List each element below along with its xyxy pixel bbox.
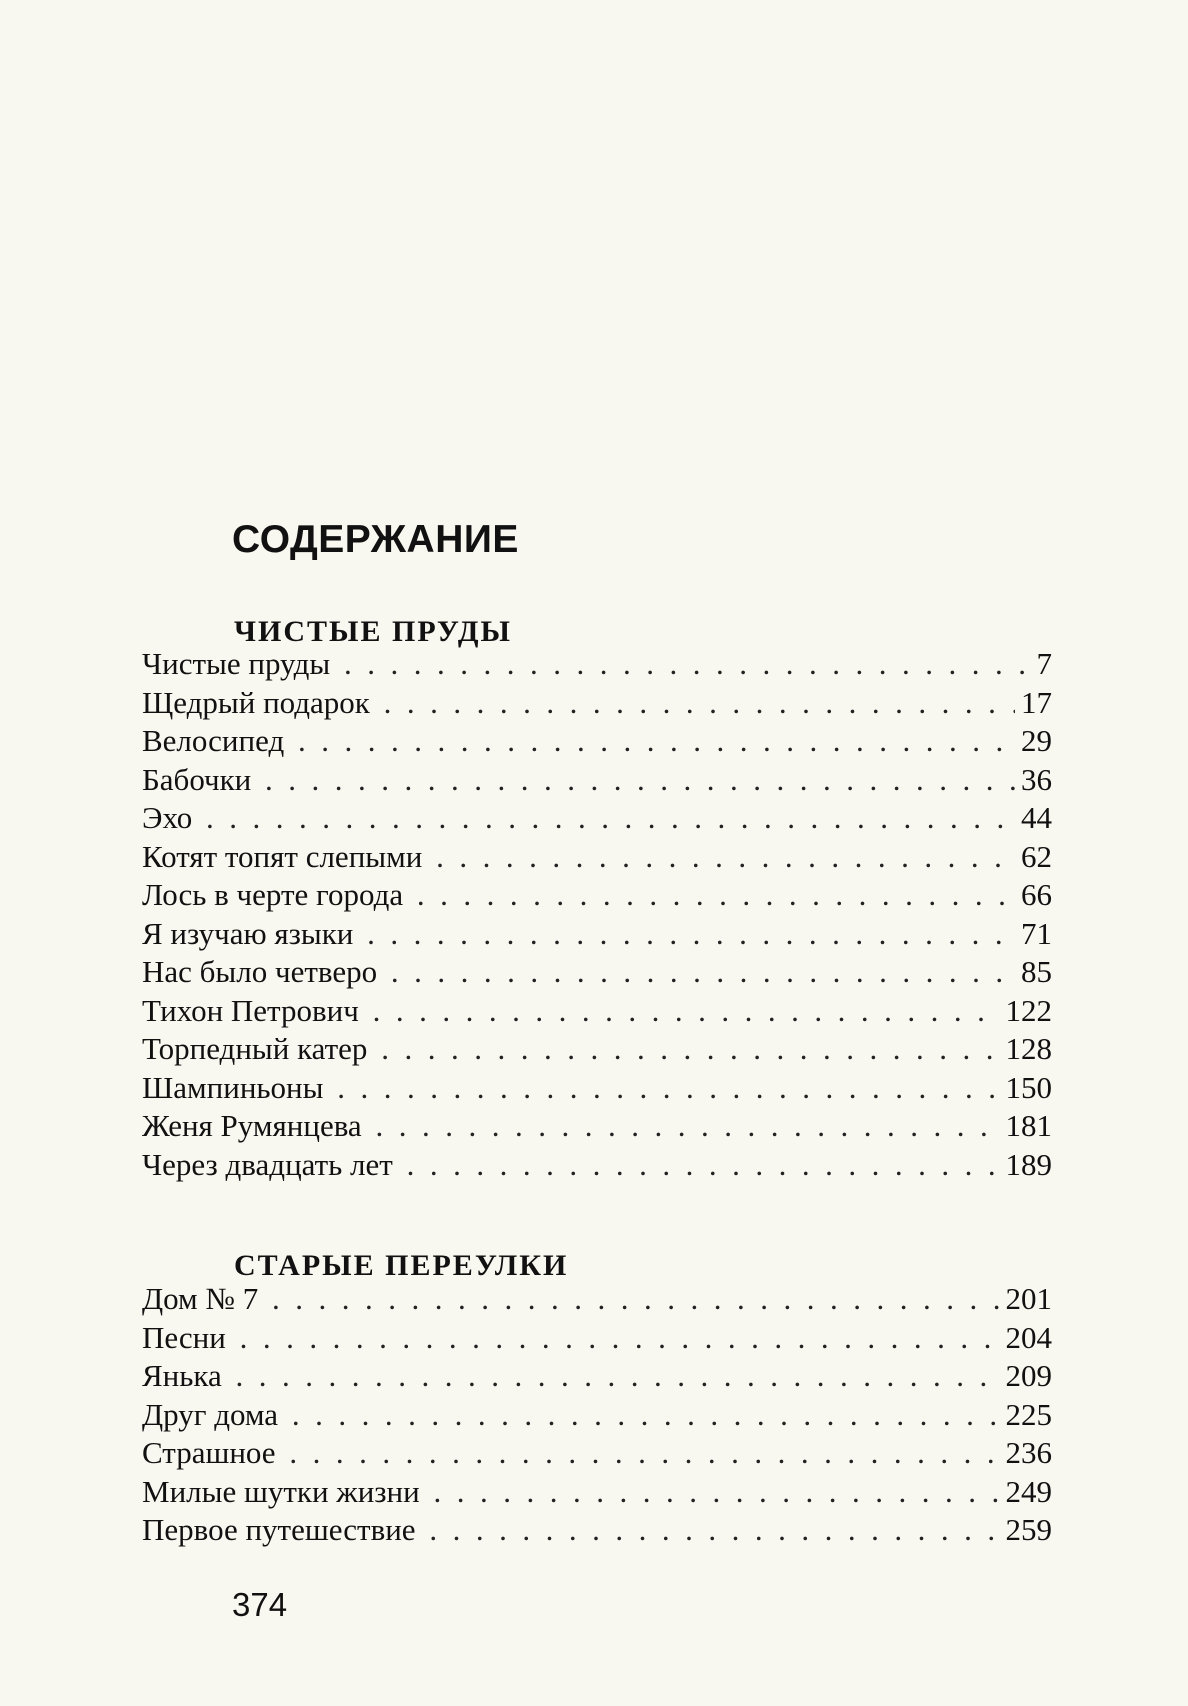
entry-title: Нас было четверо: [142, 954, 378, 989]
entry-page-number: 85: [1021, 954, 1052, 989]
toc-entry[interactable]: [142, 1030, 1052, 1069]
entry-title: Милые шутки жизни: [142, 1473, 420, 1509]
entry-title: Янька: [142, 1358, 222, 1393]
toc-entry[interactable]: [142, 645, 1052, 684]
toc-entry[interactable]: [142, 1396, 1052, 1435]
dot-leader: [376, 684, 1015, 723]
dot-leader: [426, 1473, 1000, 1512]
toc-entry[interactable]: [142, 1511, 1052, 1550]
page-title: СОДЕРЖАНИЕ: [232, 518, 519, 562]
entry-title: Велосипед: [142, 723, 285, 758]
dot-leader: [368, 1107, 1000, 1146]
entry-title: Друг дома: [142, 1396, 279, 1432]
section-heading-starye-pereulki: СТАРЫЕ ПЕРЕУЛКИ: [234, 1248, 569, 1282]
dot-leader: [373, 1030, 999, 1069]
dot-leader: [198, 799, 1015, 838]
toc-entry[interactable]: [142, 953, 1052, 992]
entry-title: Песни: [142, 1319, 226, 1355]
entry-page-number: 189: [1005, 1146, 1052, 1182]
entry-page-number: 17: [1021, 684, 1052, 720]
entry-page-number: 128: [1005, 1031, 1052, 1066]
entry-page-number: 236: [1005, 1435, 1052, 1470]
entry-title: Тихон Петрович: [142, 992, 359, 1028]
entry-title: Чистые пруды: [142, 646, 331, 681]
entry-title: Страшное: [142, 1435, 276, 1470]
dot-leader: [232, 1319, 1000, 1358]
dot-leader: [290, 722, 1015, 761]
entry-page-number: 44: [1021, 800, 1052, 835]
dot-leader: [399, 1146, 1000, 1185]
toc-entry[interactable]: [142, 761, 1052, 800]
entry-title: Через двадцать лет: [142, 1146, 393, 1182]
dot-leader: [383, 953, 1015, 992]
dot-leader: [257, 761, 1015, 800]
dot-leader: [409, 876, 1015, 915]
toc-entry[interactable]: [142, 1319, 1052, 1358]
entry-title: Женя Румянцева: [142, 1108, 362, 1143]
section-heading-chistye-prudy: ЧИСТЫЕ ПРУДЫ: [234, 614, 512, 648]
dot-leader: [336, 645, 1030, 684]
toc-entry[interactable]: [142, 722, 1052, 761]
toc-entry[interactable]: [142, 1473, 1052, 1512]
toc-entry[interactable]: [142, 1107, 1052, 1146]
entry-page-number: 204: [1005, 1319, 1052, 1355]
dot-leader: [428, 838, 1015, 877]
entry-page-number: 29: [1021, 723, 1052, 758]
toc-entry[interactable]: [142, 915, 1052, 954]
page-number: 374: [232, 1586, 288, 1623]
entry-page-number: 181: [1005, 1108, 1052, 1143]
dot-leader: [282, 1434, 1000, 1473]
toc-list-chistye-prudy: [142, 645, 1052, 1184]
entry-page-number: 66: [1021, 877, 1052, 912]
entry-page-number: 150: [1005, 1069, 1052, 1105]
toc-entry[interactable]: [142, 1280, 1052, 1319]
entry-title: Бабочки: [142, 761, 252, 797]
toc-entry[interactable]: [142, 799, 1052, 838]
entry-title: Торпедный катер: [142, 1031, 368, 1066]
dot-leader: [359, 915, 1015, 954]
entry-title: Лось в черте города: [142, 877, 404, 912]
dot-leader: [264, 1280, 999, 1319]
toc-entry[interactable]: [142, 1069, 1052, 1108]
dot-leader: [422, 1511, 1000, 1550]
entry-page-number: 201: [1005, 1281, 1052, 1316]
entry-page-number: 62: [1021, 838, 1052, 874]
entry-title: Котят топят слепыми: [142, 838, 423, 874]
toc-entry[interactable]: [142, 684, 1052, 723]
toc-list-starye-pereulki: [142, 1280, 1052, 1550]
entry-title: Щедрый подарок: [142, 684, 370, 720]
dot-leader: [329, 1069, 999, 1108]
entry-title: Дом № 7: [142, 1281, 259, 1316]
entry-page-number: 259: [1005, 1512, 1052, 1547]
entry-page-number: 122: [1005, 992, 1052, 1028]
entry-page-number: 249: [1005, 1473, 1052, 1509]
entry-page-number: 7: [1036, 646, 1052, 681]
entry-title: Я изучаю языки: [142, 915, 354, 951]
toc-entry[interactable]: [142, 876, 1052, 915]
dot-leader: [365, 992, 1000, 1031]
entry-page-number: 36: [1021, 761, 1052, 797]
toc-entry[interactable]: [142, 838, 1052, 877]
entry-title: Шампиньоны: [142, 1069, 324, 1105]
toc-entry[interactable]: [142, 992, 1052, 1031]
dot-leader: [228, 1357, 1000, 1396]
entry-page-number: 71: [1021, 915, 1052, 951]
entry-title: Эхо: [142, 800, 193, 835]
dot-leader: [284, 1396, 999, 1435]
toc-entry[interactable]: [142, 1434, 1052, 1473]
entry-title: Первое путешествие: [142, 1512, 416, 1547]
entry-page-number: 225: [1005, 1396, 1052, 1432]
entry-page-number: 209: [1005, 1358, 1052, 1393]
toc-entry[interactable]: [142, 1146, 1052, 1185]
toc-entry[interactable]: [142, 1357, 1052, 1396]
